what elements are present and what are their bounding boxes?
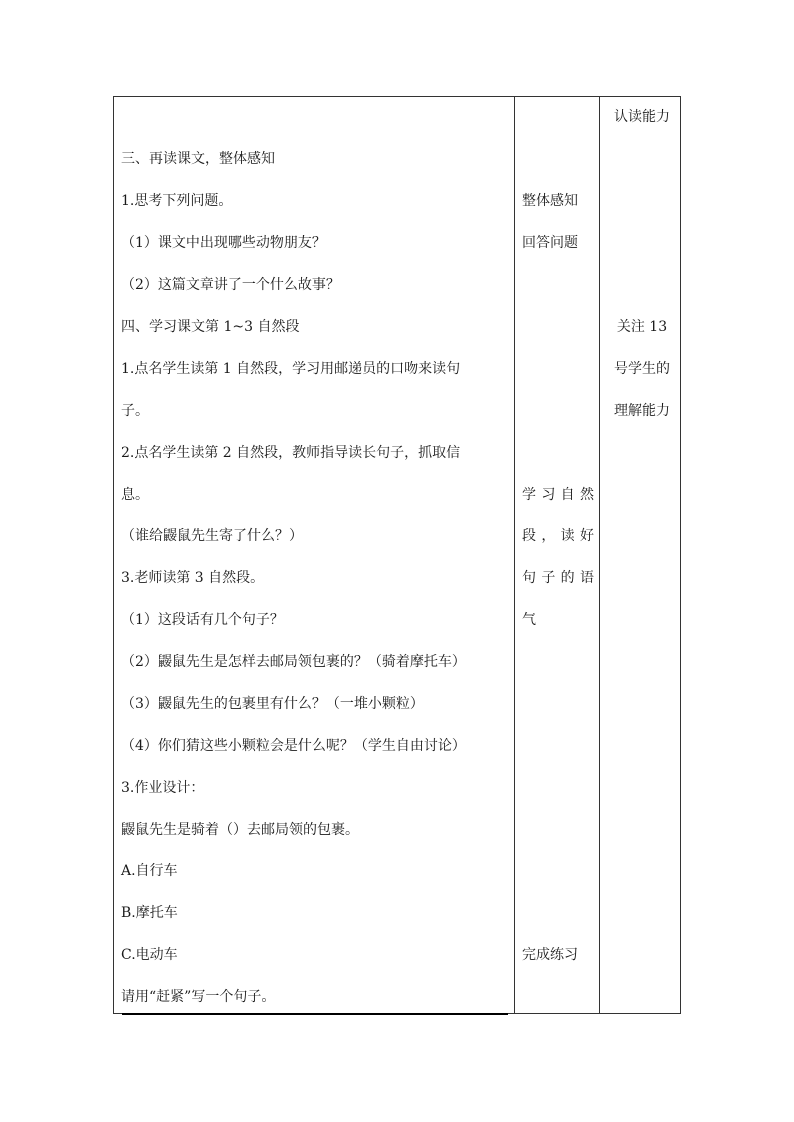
homework-heading: 3.作业设计： [121,780,205,796]
step-note: （谁给鼹鼠先生寄了什么？） [121,528,303,544]
step-line: 3.老师读第 3 自然段。 [121,570,265,586]
question-intro: 1.思考下列问题。 [121,193,233,209]
answer-line [122,1013,508,1015]
step-line: 子。 [121,403,149,419]
intent-text: 认读能力 [614,109,670,125]
activity-text: 句子的语 [522,570,594,586]
teaching-content-column [121,97,509,1013]
activity-text: 段，读好 [522,528,594,544]
section-heading-reread: 三、再读课文，整体感知 [121,151,275,167]
question-item: （3）鼹鼠先生的包裹里有什么？（一堆小颗粒） [121,696,424,712]
activity-text: 学习自然 [522,487,594,503]
question-item: （2）这篇文章讲了一个什么故事？ [121,277,340,293]
step-line: 2.点名学生读第 2 自然段，教师指导读长句子，抓取信 [121,445,461,461]
homework-sentence-task: 请用“赶紧”写一个句子。 [121,989,276,1005]
intent-text: 号学生的 [614,361,670,377]
intent-text: 关注 13 [616,319,668,335]
design-intent-column [603,97,681,1013]
question-item: （4）你们猜这些小颗粒会是什么呢？（学生自由讨论） [121,738,466,754]
column-divider-2 [599,97,600,1013]
column-divider-1 [514,97,515,1013]
question-item: （2）鼹鼠先生是怎样去邮局领包裹的？（骑着摩托车） [121,654,466,670]
lesson-plan-table [113,96,681,1014]
student-activity-column [522,97,596,1013]
question-item: （1）课文中出现哪些动物朋友？ [121,235,326,251]
section-heading-study: 四、学习课文第 1~3 自然段 [121,319,300,335]
intent-text: 理解能力 [614,403,670,419]
question-item: （1）这段话有几个句子？ [121,612,284,628]
activity-text: 气 [522,612,536,628]
homework-option-c: C.电动车 [121,947,178,963]
homework-question: 鼹鼠先生是骑着（）去邮局领的包裹。 [121,822,359,838]
activity-text: 整体感知 [522,193,578,209]
activity-text: 完成练习 [522,947,578,963]
step-line: 1.点名学生读第 1 自然段，学习用邮递员的口吻来读句 [121,361,461,377]
homework-option-b: B.摩托车 [121,905,178,921]
step-line: 息。 [121,487,149,503]
homework-option-a: A.自行车 [121,863,178,879]
activity-text: 回答问题 [522,235,578,251]
